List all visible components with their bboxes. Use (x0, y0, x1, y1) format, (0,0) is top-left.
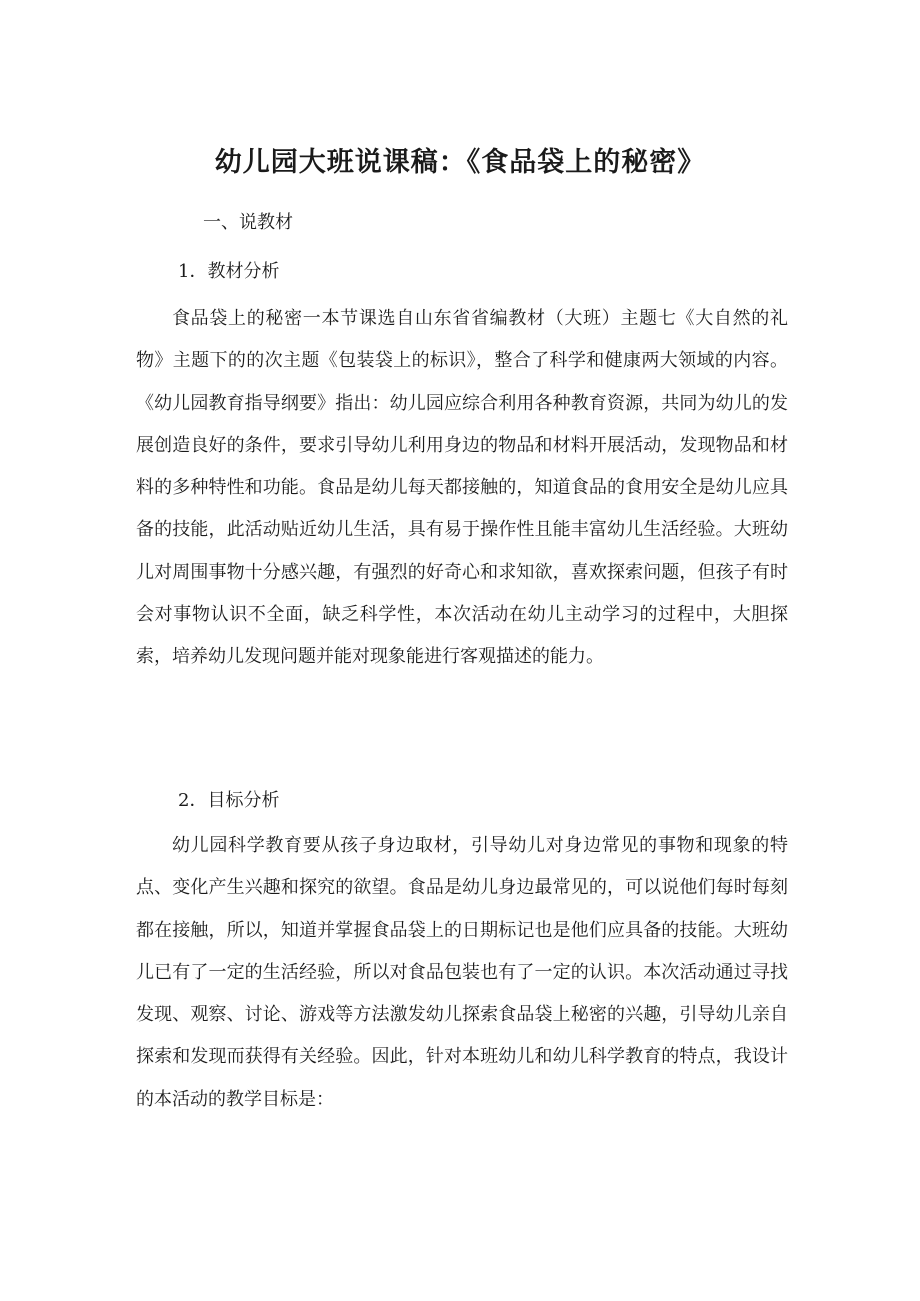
paragraph-goal-analysis: 幼儿园科学教育要从孩子身边取材，引导幼儿对身边常见的事物和现象的特点、变化产生兴趣和探究的欲望。食品是幼儿身边最常见的，可以说他们每时每刻都在接触，所以，知道并掌握食品袋上的日期标记也是他们应具备的技能。大班幼儿已有了一定的生活经验，所以对食品包装也有了一定的认识。本次活动通过寻找发现、观察、讨论、游戏等方法激发幼儿探索食品袋上秘密的兴趣，引导幼儿亲自探索和发现而获得有关经验。因此，针对本班幼儿和幼儿科学教育的特点，我设计的本活动的教学目标是： (136, 835, 788, 1110)
subsection-heading-goal-analysis: 2．目标分析 (178, 790, 280, 811)
subsection-heading-material-analysis: 1．教材分析 (178, 261, 280, 282)
document-title: 幼儿园大班说课稿：《食品袋上的秘密》 (214, 147, 706, 178)
section-heading-teaching-materials: 一、说教材 (203, 212, 293, 233)
paragraph-material-analysis: 食品袋上的秘密一本节课选自山东省省编教材（大班）主题七《大自然的礼物》主题下的的次主题《包装袋上的标识》，整合了科学和健康两大领域的内容。《幼儿园教育指导纲要》指出：幼儿园应综合利用各种教育资源，共同为幼儿的发展创造良好的条件，要求引导幼儿利用身边的物品和材料开展活动，发现物品和材料的多种特性和功能。食品是幼儿每天都接触的，知道食品的食用安全是幼儿应具备的技能，此活动贴近幼儿生活，具有易于操作性且能丰富幼儿生活经验。大班幼儿对周围事物十分感兴趣，有强烈的好奇心和求知欲，喜欢探索问题，但孩子有时会对事物认识不全面，缺乏科学性，本次活动在幼儿主动学习的过程中，大胆探索，培养幼儿发现问题并能对现象能进行客观描述的能力。 (136, 308, 788, 668)
